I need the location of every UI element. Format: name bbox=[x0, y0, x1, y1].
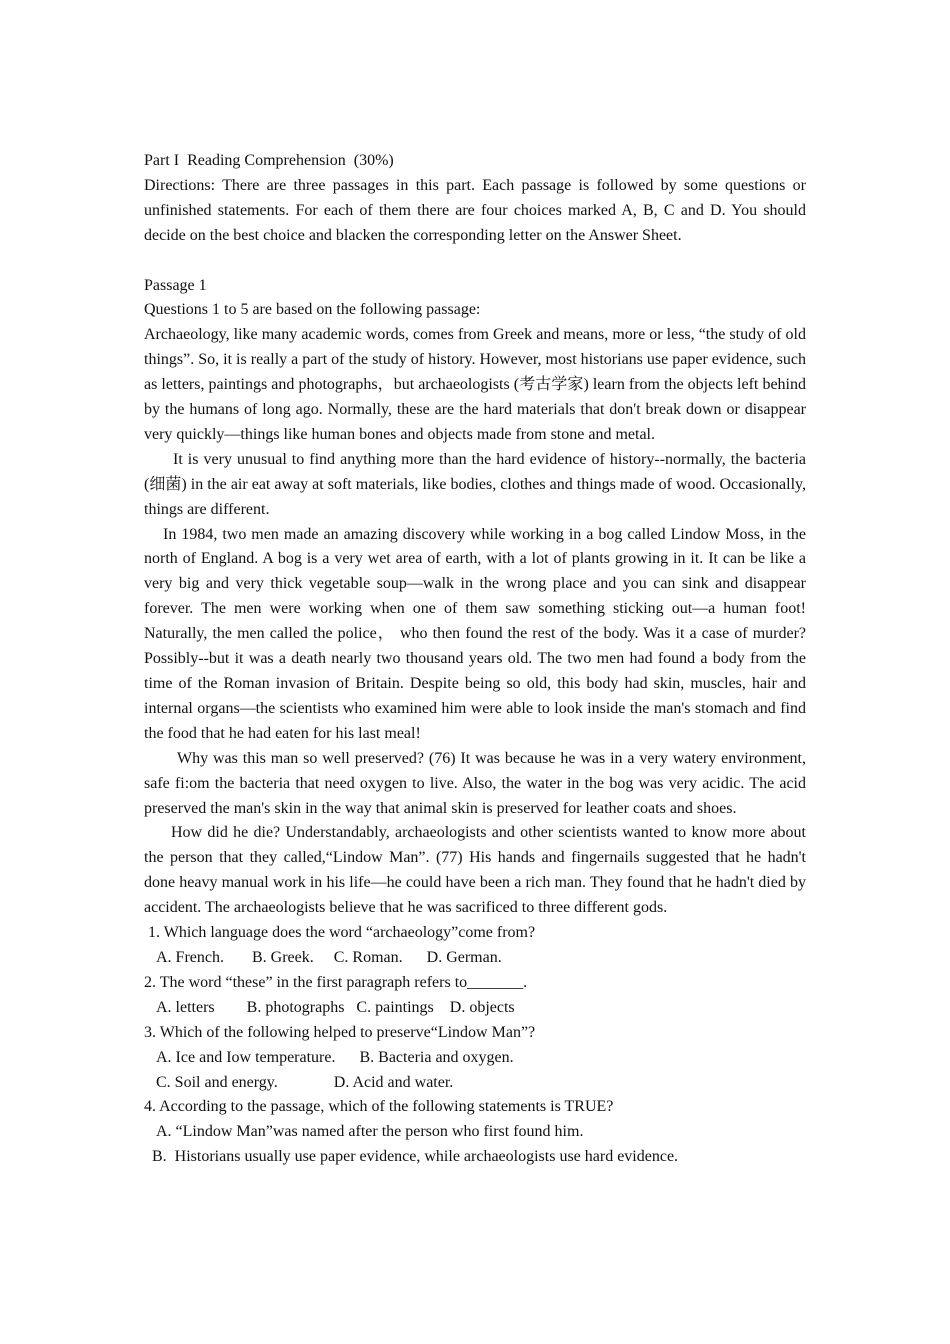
question-stem: 3. Which of the following helped to preserve“Lindow Man”? bbox=[144, 1023, 536, 1041]
question-3 bbox=[144, 1021, 806, 1096]
passage-paragraph-5: How did he die? Understandably, archaeologists and other scientists wanted to know more about the person that they called,“Lindow Man”. (77) His hands and fingernails suggested that he hadn't done heavy manual work in his life—he could have been a rich man. They found that he hadn't died by accident. The archaeologists believe that he was sacrificed to three different gods. bbox=[144, 824, 806, 917]
blank-line bbox=[144, 249, 806, 274]
question-stem: 1. Which language does the word “archaeology”come from? bbox=[144, 924, 536, 942]
passage-paragraph-1: Archaeology, like many academic words, comes from Greek and means, more or less, “the study of old things”. So, it is really a part of the study of history. However, most historians use paper evidence, such as letters, paintings and photographs，but archaeologists (考古学家) learn from the objects left behind by the humans of long ago. Normally, these are the hard materials that don't break down or disappear very quickly—things like human bones and objects made from stone and metal. bbox=[144, 326, 806, 443]
question-options: A. Ice and Iow temperature. B. Bacteria and oxygen. bbox=[156, 1048, 514, 1066]
question-2 bbox=[144, 971, 806, 1021]
passage-paragraph-4: Why was this man so well preserved? (76) It was because he was in a very watery environment, safe fi:om the bacteria that need oxygen to live. Also, the water in the bog was very acidic. The acid preserved the man's skin in the way that animal skin is preserved for leather coats and shoes. bbox=[144, 749, 806, 817]
question-options: C. Soil and energy. D. Acid and water. bbox=[156, 1073, 454, 1091]
passage-title: Passage 1 bbox=[144, 276, 207, 294]
passage-intro: Questions 1 to 5 are based on the following passage: bbox=[144, 301, 481, 319]
question-options: A. French. B. Greek. C. Roman. D. German. bbox=[156, 948, 502, 966]
question-stem: 2. The word “these” in the first paragraph refers to_______. bbox=[144, 973, 528, 991]
question-stem: 4. According to the passage, which of the following statements is TRUE? bbox=[144, 1098, 614, 1116]
directions-text: Directions: There are three passages in this part. Each passage is followed by some questions or unfinished statements. For each of them there are four choices marked A, B, C and D. You should decide on the best choice and blacken the corresponding letter on the Answer Sheet. bbox=[144, 176, 806, 244]
question-options: B. Historians usually use paper evidence, while archaeologists use hard evidence. bbox=[152, 1148, 679, 1166]
document-page bbox=[144, 149, 806, 1170]
passage-paragraph-2: It is very unusual to find anything more than the hard evidence of history--normally, the bacteria (细菌) in the air eat away at soft materials, like bodies, clothes and things made of wood. Occasionally, things are different. bbox=[144, 450, 806, 518]
question-options: A. letters B. photographs C. paintings D. objects bbox=[156, 998, 515, 1016]
section-heading: Part I Reading Comprehension (30%) bbox=[144, 152, 394, 169]
question-options: A. “Lindow Man”was named after the person who first found him. bbox=[156, 1123, 584, 1141]
passage-paragraph-3: In 1984, two men made an amazing discovery while working in a bog called Lindow Moss, in the north of England. A bog is a very wet area of earth, with a lot of plants growing in it. It can be like a very big and very thick vegetable soup—walk in the wrong place and you can sink and disappear forever. The men were working when one of them saw something sticking out—a human foot! Naturally, the men called the police， who then found the rest of the body. Was it a case of murder? Possibly--but it was a death nearly two thousand years old. The two men had found a body from the time of the Roman invasion of Britain. Despite being so old, this body had skin, muscles, hair and internal organs—the scientists who examined him were able to look inside the man's stomach and find the food that he had eaten for his last meal! bbox=[144, 525, 806, 742]
question-1 bbox=[144, 921, 806, 971]
question-4 bbox=[144, 1095, 806, 1170]
